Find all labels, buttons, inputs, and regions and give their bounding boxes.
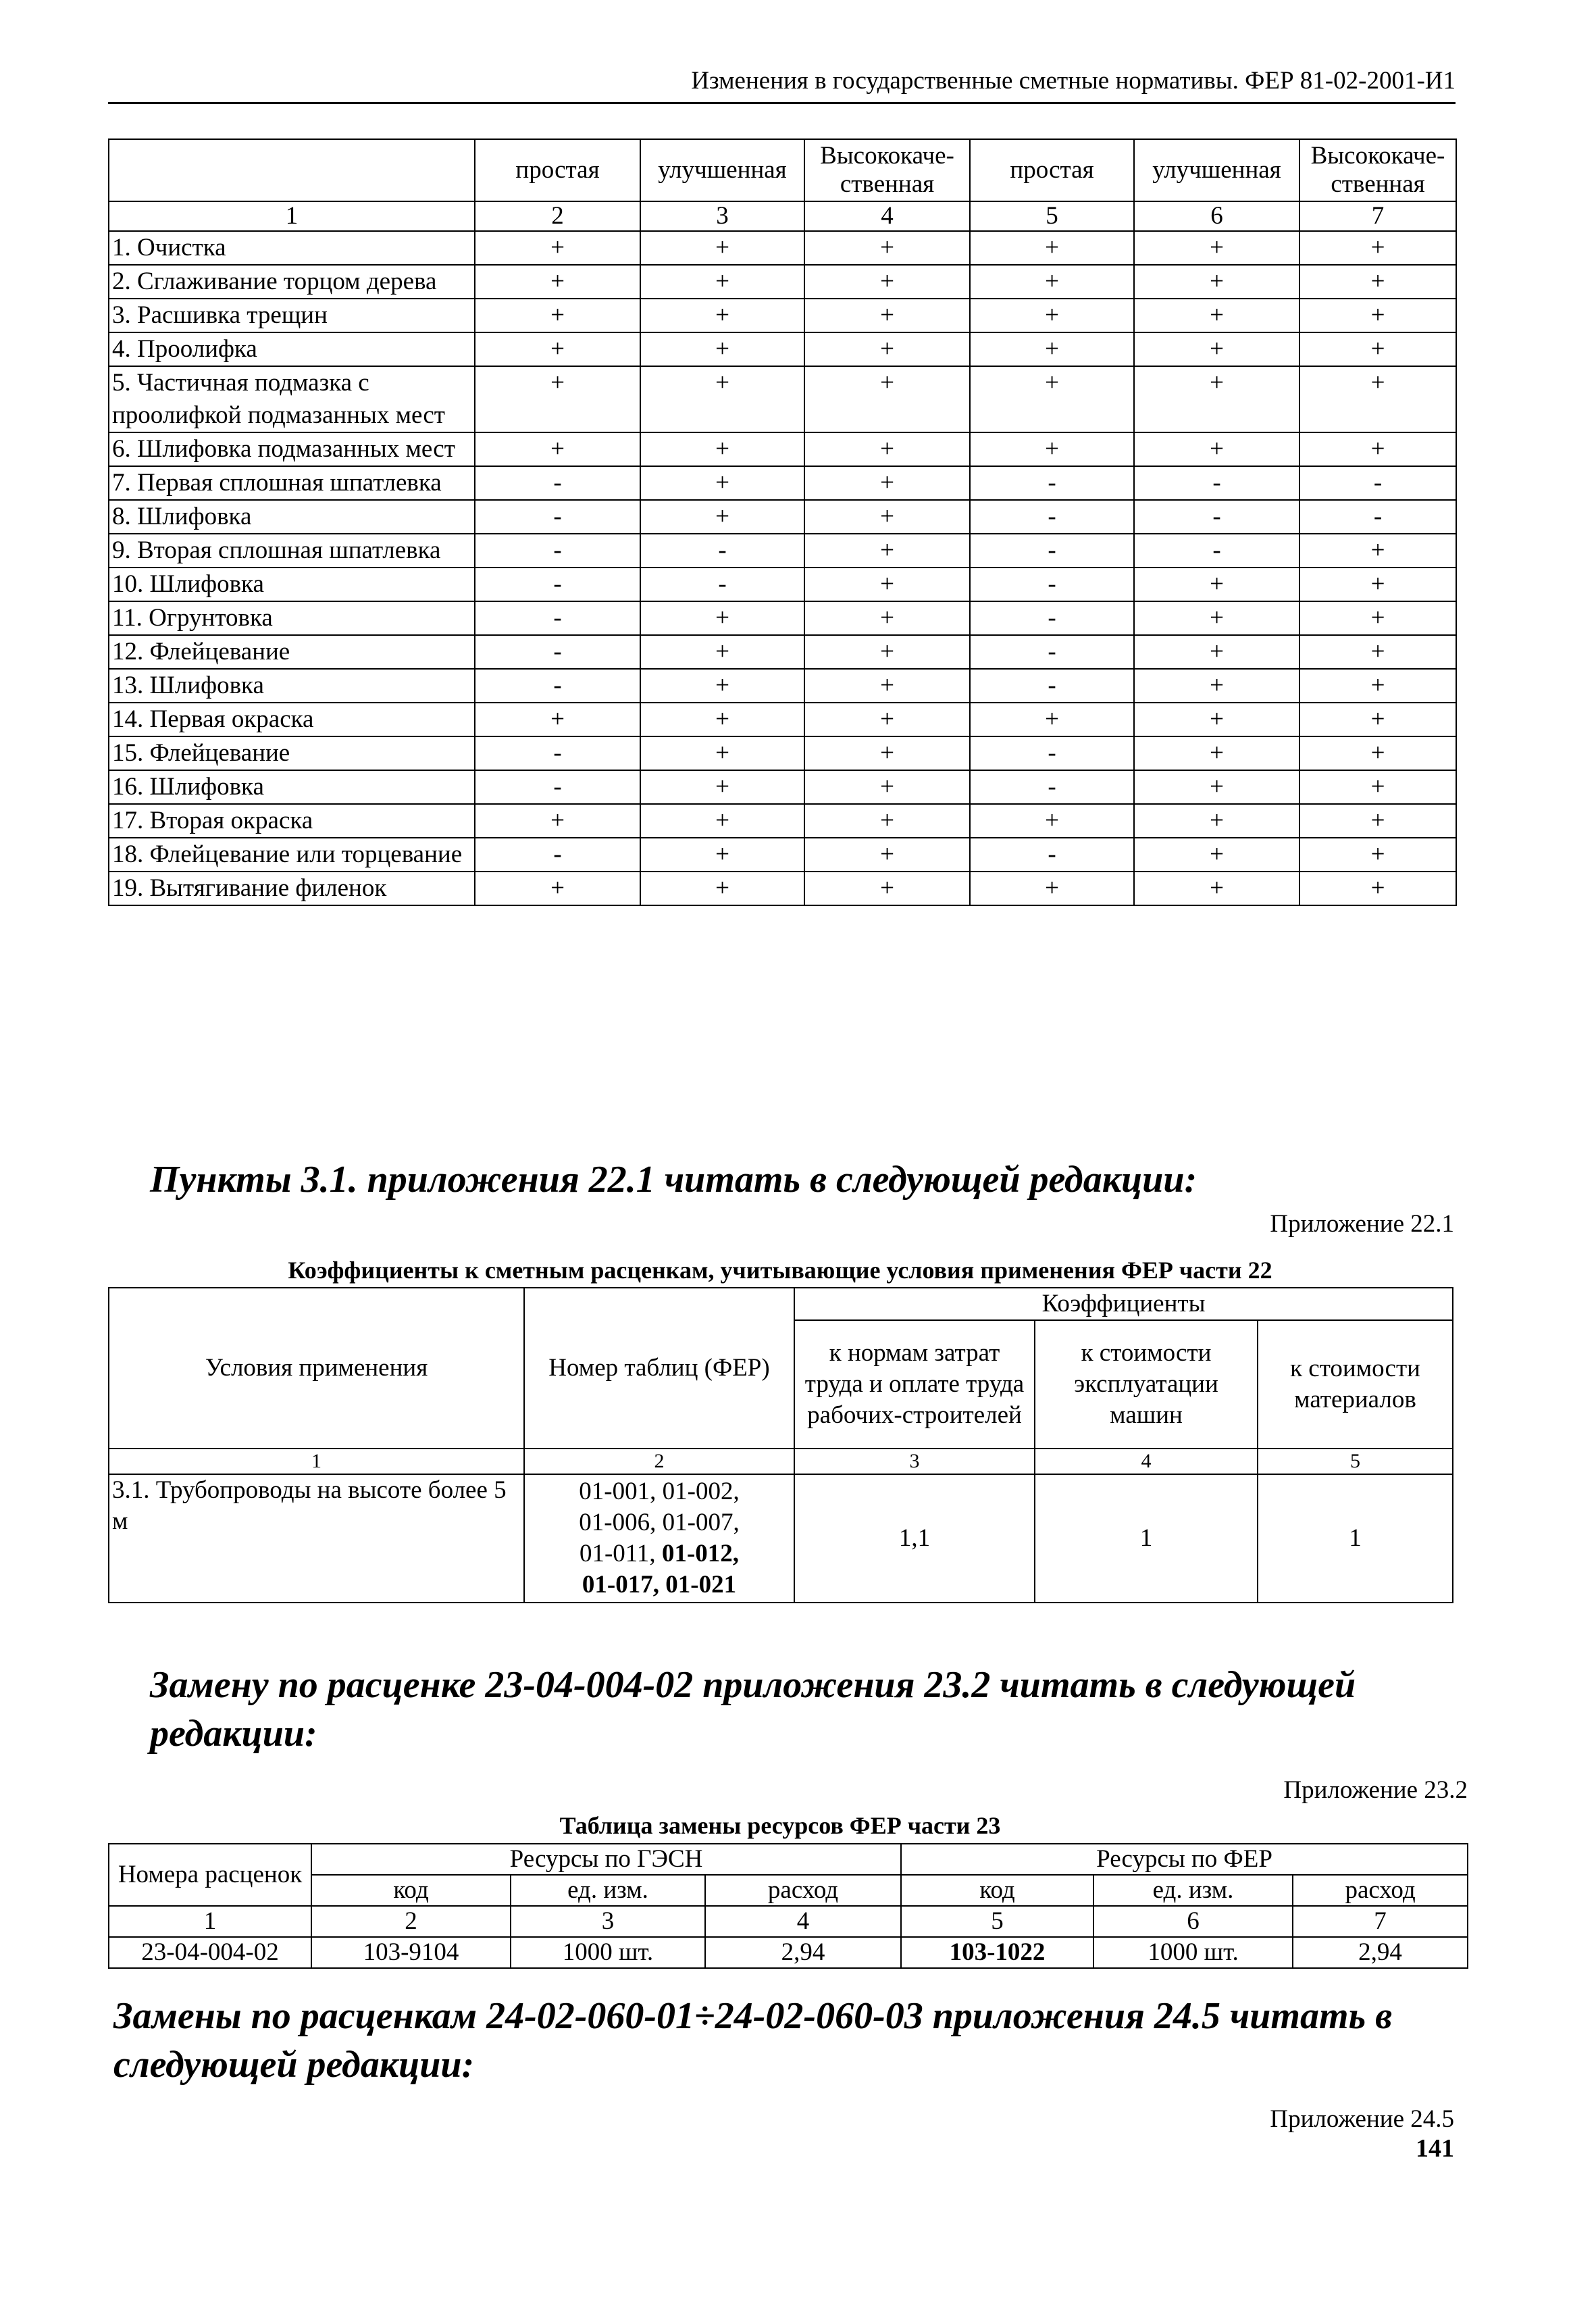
operation-name: 9. Вторая сплошная шпатлевка	[109, 534, 475, 568]
mark-cell: +	[475, 265, 640, 299]
column-number: 3	[511, 1906, 705, 1937]
mark-cell: +	[970, 231, 1134, 265]
mark-cell: +	[804, 635, 970, 669]
mark-cell: +	[804, 770, 970, 804]
mark-cell: +	[1134, 366, 1299, 432]
mark-cell: -	[970, 635, 1134, 669]
column-number: 1	[109, 1449, 524, 1474]
subheader-cell: ед. изм.	[511, 1875, 705, 1906]
page-number: 141	[1416, 2134, 1454, 2163]
column-number: 3	[640, 201, 804, 231]
mark-cell: +	[640, 299, 804, 332]
mark-cell: -	[475, 736, 640, 770]
running-header: Изменения в государственные сметные нормативы. ФЕР 81-02-2001-И1	[108, 64, 1456, 104]
column-number: 5	[1258, 1449, 1453, 1474]
operation-name: 19. Вытягивание филенок	[109, 872, 475, 905]
mark-cell: +	[1134, 299, 1299, 332]
mark-cell: -	[970, 736, 1134, 770]
mark-cell: -	[475, 838, 640, 872]
appendix-label-23: Приложение 23.2	[1283, 1776, 1468, 1804]
table-row	[109, 366, 1456, 432]
mark-cell: -	[970, 669, 1134, 703]
cell: 23-04-004-02	[109, 1937, 311, 1968]
subheader-cell: код	[901, 1875, 1093, 1906]
mark-cell: +	[640, 466, 804, 500]
mark-cell: +	[1134, 804, 1299, 838]
mark-cell: +	[804, 601, 970, 635]
table-row	[109, 265, 1456, 299]
column-number: 1	[109, 1906, 311, 1937]
mark-cell: +	[640, 366, 804, 432]
header-materials: к стоимости материалов	[1258, 1320, 1453, 1449]
mark-cell: +	[1134, 872, 1299, 905]
mark-cell: -	[970, 601, 1134, 635]
mark-cell: +	[1134, 770, 1299, 804]
mark-cell: -	[970, 466, 1134, 500]
mark-cell: +	[970, 432, 1134, 466]
appendix-label-24: Приложение 24.5	[1270, 2105, 1454, 2133]
mark-cell: +	[1134, 432, 1299, 466]
mark-cell: +	[1299, 669, 1456, 703]
header-labor: к нормам затрат труда и оплате труда рабочих-строителей	[794, 1320, 1035, 1449]
header-conditions: Условия применения	[109, 1288, 524, 1449]
mark-cell: +	[640, 736, 804, 770]
operation-name: 4. Проолифка	[109, 332, 475, 366]
column-number: 2	[311, 1906, 511, 1937]
mark-cell: +	[1134, 736, 1299, 770]
mark-cell: +	[640, 432, 804, 466]
mark-cell: +	[804, 265, 970, 299]
mark-cell: -	[475, 770, 640, 804]
mark-cell: +	[475, 872, 640, 905]
operations-table	[108, 139, 1457, 906]
subheader-cell: расход	[705, 1875, 901, 1906]
mark-cell: -	[970, 500, 1134, 534]
mark-cell: -	[970, 770, 1134, 804]
machines-coefficient: 1	[1035, 1474, 1258, 1603]
mark-cell: +	[1299, 332, 1456, 366]
operation-name: 14. Первая окраска	[109, 703, 475, 736]
mark-cell: +	[804, 804, 970, 838]
mark-cell: +	[970, 872, 1134, 905]
operation-name: 15. Флейцевание	[109, 736, 475, 770]
mark-cell: -	[1134, 466, 1299, 500]
column-number: 4	[705, 1906, 901, 1937]
mark-cell: +	[1299, 804, 1456, 838]
column-number: 2	[475, 201, 640, 231]
table-numbers-line	[527, 1569, 791, 1601]
mark-cell: +	[1299, 265, 1456, 299]
column-number: 5	[970, 201, 1134, 231]
mark-cell: +	[1134, 601, 1299, 635]
operation-name: 5. Частичная подмазка с проолифкой подмазанных мест	[109, 366, 475, 432]
mark-cell: -	[640, 534, 804, 568]
mark-cell: +	[970, 366, 1134, 432]
mark-cell: +	[1134, 332, 1299, 366]
mark-cell: +	[1134, 265, 1299, 299]
mark-cell: -	[475, 568, 640, 601]
table-row	[109, 534, 1456, 568]
operation-name: 1. Очистка	[109, 231, 475, 265]
table-row	[109, 500, 1456, 534]
header-cell: простая	[475, 139, 640, 201]
mark-cell: +	[640, 838, 804, 872]
section-heading-23: Замену по расценке 23-04-004-02 приложения 23.2 читать в следующей редакции:	[150, 1664, 1356, 1755]
coefficients-table	[108, 1287, 1453, 1603]
cell: 103-9104	[311, 1937, 511, 1968]
table-numbers-cell	[524, 1474, 794, 1603]
table-numbers-line: 01-001, 01-002,	[579, 1478, 740, 1505]
section-heading-22: Пункты 3.1. приложения 22.1 читать в следующей редакции:	[150, 1159, 1198, 1201]
table-number: 01-011,	[579, 1540, 656, 1567]
mark-cell: +	[1299, 635, 1456, 669]
mark-cell: +	[640, 872, 804, 905]
operation-name: 16. Шлифовка	[109, 770, 475, 804]
mark-cell: +	[804, 534, 970, 568]
mark-cell: -	[640, 568, 804, 601]
mark-cell: +	[1299, 568, 1456, 601]
mark-cell: +	[1134, 635, 1299, 669]
mark-cell: +	[640, 265, 804, 299]
mark-cell: +	[1299, 601, 1456, 635]
column-number: 4	[804, 201, 970, 231]
mark-cell: +	[640, 500, 804, 534]
column-number: 4	[1035, 1449, 1258, 1474]
mark-cell: +	[804, 872, 970, 905]
table-row	[109, 872, 1456, 905]
mark-cell: +	[804, 366, 970, 432]
mark-cell: +	[475, 366, 640, 432]
column-number: 3	[794, 1449, 1035, 1474]
mark-cell: +	[475, 703, 640, 736]
mark-cell: +	[1299, 770, 1456, 804]
cell: 2,94	[705, 1937, 901, 1968]
mark-cell: +	[1299, 299, 1456, 332]
table-row	[109, 804, 1456, 838]
mark-cell: +	[804, 299, 970, 332]
header-table-numbers: Номер таблиц (ФЕР)	[524, 1288, 794, 1449]
mark-cell: +	[475, 231, 640, 265]
mark-cell: +	[640, 332, 804, 366]
section-heading-24: Замены по расценкам 24-02-060-01÷24-02-060-03 приложения 24.5 читать в следующей редакции:	[113, 1995, 1393, 2086]
header-rate-numbers: Номера расценок	[109, 1844, 311, 1906]
table-row	[109, 770, 1456, 804]
mark-cell: +	[640, 669, 804, 703]
materials-coefficient: 1	[1258, 1474, 1453, 1603]
mark-cell: +	[970, 265, 1134, 299]
mark-cell: +	[1299, 872, 1456, 905]
mark-cell: +	[804, 432, 970, 466]
mark-cell: +	[970, 703, 1134, 736]
mark-cell: +	[1299, 703, 1456, 736]
operation-name: 13. Шлифовка	[109, 669, 475, 703]
mark-cell: +	[804, 669, 970, 703]
table-numbers-line: 01-006, 01-007,	[579, 1509, 740, 1536]
mark-cell: +	[804, 500, 970, 534]
table-row	[109, 838, 1456, 872]
mark-cell: +	[475, 332, 640, 366]
operation-name: 12. Флейцевание	[109, 635, 475, 669]
cell: 2,94	[1293, 1937, 1468, 1968]
operation-name: 6. Шлифовка подмазанных мест	[109, 432, 475, 466]
mark-cell: +	[804, 332, 970, 366]
header-coefficients: Коэффициенты	[794, 1288, 1453, 1320]
mark-cell: +	[804, 466, 970, 500]
mark-cell: -	[475, 669, 640, 703]
operation-name: 7. Первая сплошная шпатлевка	[109, 466, 475, 500]
mark-cell: +	[1134, 838, 1299, 872]
column-number: 7	[1293, 1906, 1468, 1937]
column-number: 6	[1093, 1906, 1293, 1937]
mark-cell: -	[475, 601, 640, 635]
mark-cell: +	[970, 299, 1134, 332]
table-number-bold: 01-017, 01-021	[582, 1571, 737, 1599]
mark-cell: +	[1299, 534, 1456, 568]
table-row	[109, 299, 1456, 332]
operation-name: 18. Флейцевание или торцевание	[109, 838, 475, 872]
column-number: 1	[109, 201, 475, 231]
mark-cell: -	[475, 635, 640, 669]
subheader-cell: расход	[1293, 1875, 1468, 1906]
table-title-22: Коэффициенты к сметным расценкам, учитывающие условия применения ФЕР части 22	[288, 1257, 1272, 1284]
mark-cell: -	[970, 838, 1134, 872]
column-number: 6	[1134, 201, 1299, 231]
cell: 103-1022	[901, 1937, 1093, 1968]
table-row	[109, 1474, 1453, 1603]
operation-name: 10. Шлифовка	[109, 568, 475, 601]
mark-cell: +	[1299, 366, 1456, 432]
operation-name: 8. Шлифовка	[109, 500, 475, 534]
table-row	[109, 635, 1456, 669]
column-number: 2	[524, 1449, 794, 1474]
table-row	[109, 568, 1456, 601]
mark-cell: +	[640, 635, 804, 669]
mark-cell: +	[804, 703, 970, 736]
mark-cell: -	[970, 534, 1134, 568]
header-gesn-resources: Ресурсы по ГЭСН	[311, 1844, 901, 1875]
mark-cell: +	[475, 804, 640, 838]
header-cell: простая	[970, 139, 1134, 201]
mark-cell: -	[475, 534, 640, 568]
header-machines: к стоимости эксплуатации машин	[1035, 1320, 1258, 1449]
condition-cell: 3.1. Трубопроводы на высоте более 5 м	[109, 1474, 524, 1603]
mark-cell: +	[1299, 231, 1456, 265]
header-cell: улучшенная	[640, 139, 804, 201]
table-row	[109, 332, 1456, 366]
subheader-cell: ед. изм.	[1093, 1875, 1293, 1906]
table-numbers-line	[527, 1538, 791, 1569]
table-row	[109, 231, 1456, 265]
header-cell: Высококаче-ственная	[1299, 139, 1456, 201]
appendix-label-22: Приложение 22.1	[1270, 1210, 1454, 1238]
operation-name: 11. Огрунтовка	[109, 601, 475, 635]
mark-cell: +	[640, 231, 804, 265]
mark-cell: +	[1299, 838, 1456, 872]
labor-coefficient: 1,1	[794, 1474, 1035, 1603]
mark-cell: +	[1134, 703, 1299, 736]
table-header-row	[109, 139, 1456, 201]
operation-name: 17. Вторая окраска	[109, 804, 475, 838]
mark-cell: +	[804, 231, 970, 265]
mark-cell: +	[804, 838, 970, 872]
header-cell: Высококаче-ственная	[804, 139, 970, 201]
cell: 1000 шт.	[1093, 1937, 1293, 1968]
operation-name: 2. Сглаживание торцом дерева	[109, 265, 475, 299]
mark-cell: -	[970, 568, 1134, 601]
table-row	[109, 466, 1456, 500]
column-number: 7	[1299, 201, 1456, 231]
mark-cell: -	[1134, 500, 1299, 534]
header-cell	[109, 139, 475, 201]
mark-cell: +	[804, 736, 970, 770]
mark-cell: +	[475, 299, 640, 332]
mark-cell: +	[970, 804, 1134, 838]
mark-cell: +	[640, 804, 804, 838]
table-row	[109, 601, 1456, 635]
mark-cell: +	[970, 332, 1134, 366]
mark-cell: +	[1134, 669, 1299, 703]
mark-cell: +	[1299, 432, 1456, 466]
resource-replacement-table	[108, 1843, 1468, 1969]
column-number-row	[109, 201, 1456, 231]
mark-cell: +	[640, 601, 804, 635]
table-title-23: Таблица замены ресурсов ФЕР части 23	[559, 1812, 1001, 1839]
header-cell: улучшенная	[1134, 139, 1299, 201]
mark-cell: +	[475, 432, 640, 466]
mark-cell: +	[640, 770, 804, 804]
mark-cell: +	[804, 568, 970, 601]
mark-cell: +	[1299, 736, 1456, 770]
mark-cell: +	[1134, 231, 1299, 265]
mark-cell: -	[1299, 466, 1456, 500]
subheader-cell: код	[311, 1875, 511, 1906]
column-number: 5	[901, 1906, 1093, 1937]
header-fer-resources: Ресурсы по ФЕР	[901, 1844, 1468, 1875]
table-row	[109, 1937, 1468, 1968]
table-row	[109, 736, 1456, 770]
mark-cell: +	[640, 703, 804, 736]
table-number-bold: 01-012,	[661, 1540, 740, 1567]
cell: 1000 шт.	[511, 1937, 705, 1968]
table-row	[109, 432, 1456, 466]
table-row	[109, 703, 1456, 736]
mark-cell: -	[475, 466, 640, 500]
table-row	[109, 669, 1456, 703]
mark-cell: -	[1299, 500, 1456, 534]
mark-cell: +	[1134, 568, 1299, 601]
mark-cell: -	[475, 500, 640, 534]
mark-cell: -	[1134, 534, 1299, 568]
operation-name: 3. Расшивка трещин	[109, 299, 475, 332]
